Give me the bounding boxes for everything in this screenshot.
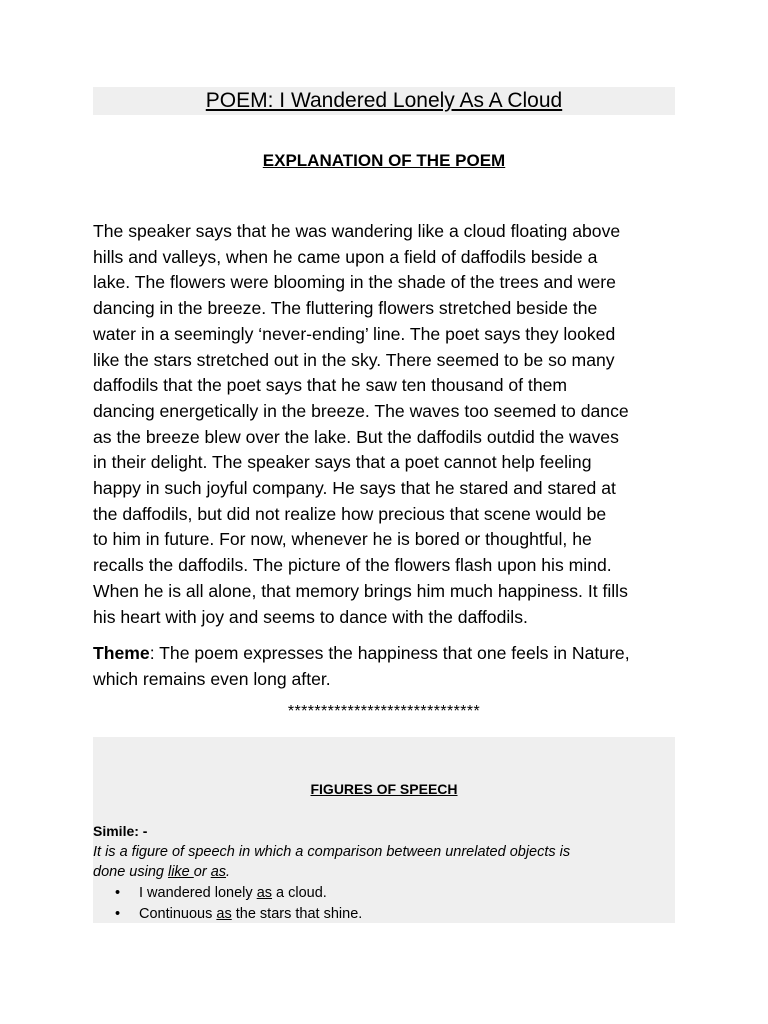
theme-label: Theme bbox=[93, 643, 150, 663]
keyword-as: as bbox=[210, 864, 227, 880]
paragraph-line: the daffodils, but did not realize how precious that scene would be bbox=[93, 503, 607, 524]
definition-prefix: done using bbox=[93, 864, 168, 880]
definition-line: It is a figure of speech in which a comparison between unrelated objects is bbox=[93, 844, 571, 860]
simile-heading: Simile: - bbox=[93, 823, 148, 839]
paragraph-line: his heart with joy and seems to dance with the daffodils. bbox=[93, 606, 528, 627]
list-item bbox=[113, 904, 362, 925]
paragraph-line: like the stars stretched out in the sky. There seemed to be so many bbox=[93, 349, 615, 370]
keyword-like: like bbox=[167, 864, 194, 880]
simile-definition bbox=[93, 842, 675, 882]
paragraph-line: in their delight. The speaker says that a poet cannot help feeling bbox=[93, 452, 592, 473]
example-text-end: a cloud. bbox=[272, 885, 327, 901]
theme-line bbox=[93, 641, 675, 667]
paragraph-line: hills and valleys, when he came upon a field of daffodils beside a bbox=[93, 246, 598, 267]
paragraph-line: dancing energetically in the breeze. The waves too seemed to dance bbox=[93, 400, 629, 421]
separator: ***************************** bbox=[287, 703, 481, 720]
theme-text: : The poem expresses the happiness that one feels in Nature, bbox=[149, 643, 630, 663]
list-item bbox=[113, 883, 362, 904]
theme-line-2: which remains even long after. bbox=[93, 668, 331, 689]
paragraph-line: dancing in the breeze. The fluttering flowers stretched beside the bbox=[93, 298, 598, 319]
definition-period: . bbox=[226, 864, 231, 880]
paragraph-line: When he is all alone, that memory brings him much happiness. It fills bbox=[93, 580, 628, 601]
example-text-end: the stars that shine. bbox=[231, 906, 363, 922]
paragraph-line: water in a seemingly ‘never-ending’ line. The poet says they looked bbox=[93, 323, 616, 344]
section-heading: EXPLANATION OF THE POEM bbox=[262, 151, 506, 170]
paragraph-line: daffodils that the poet says that he saw ten thousand of them bbox=[93, 375, 568, 396]
paragraph-line: as the breeze blew over the lake. But the daffodils outdid the waves bbox=[93, 426, 619, 447]
example-text: Continuous bbox=[139, 906, 217, 922]
figures-heading: FIGURES OF SPEECH bbox=[310, 781, 458, 797]
theme-paragraph bbox=[93, 641, 675, 692]
example-keyword: as bbox=[216, 906, 232, 922]
explanation-paragraph bbox=[93, 219, 675, 630]
paragraph-line: recalls the daffodils. The picture of the flowers flash upon his mind. bbox=[93, 555, 612, 576]
paragraph-line: The speaker says that he was wandering like a cloud floating above bbox=[93, 221, 621, 241]
definition-or: or bbox=[193, 864, 211, 880]
paragraph-line: to him in future. For now, whenever he is bored or thoughtful, he bbox=[93, 529, 592, 550]
paragraph-line: lake. The flowers were blooming in the shade of the trees and were bbox=[93, 272, 616, 293]
example-text: I wandered lonely bbox=[139, 885, 257, 901]
example-keyword: as bbox=[256, 885, 273, 901]
page-title: POEM: I Wandered Lonely As A Cloud bbox=[205, 89, 563, 112]
simile-examples bbox=[113, 883, 362, 925]
definition-line-2 bbox=[93, 862, 675, 882]
paragraph-line: happy in such joyful company. He says that he stared and stared at bbox=[93, 478, 616, 499]
